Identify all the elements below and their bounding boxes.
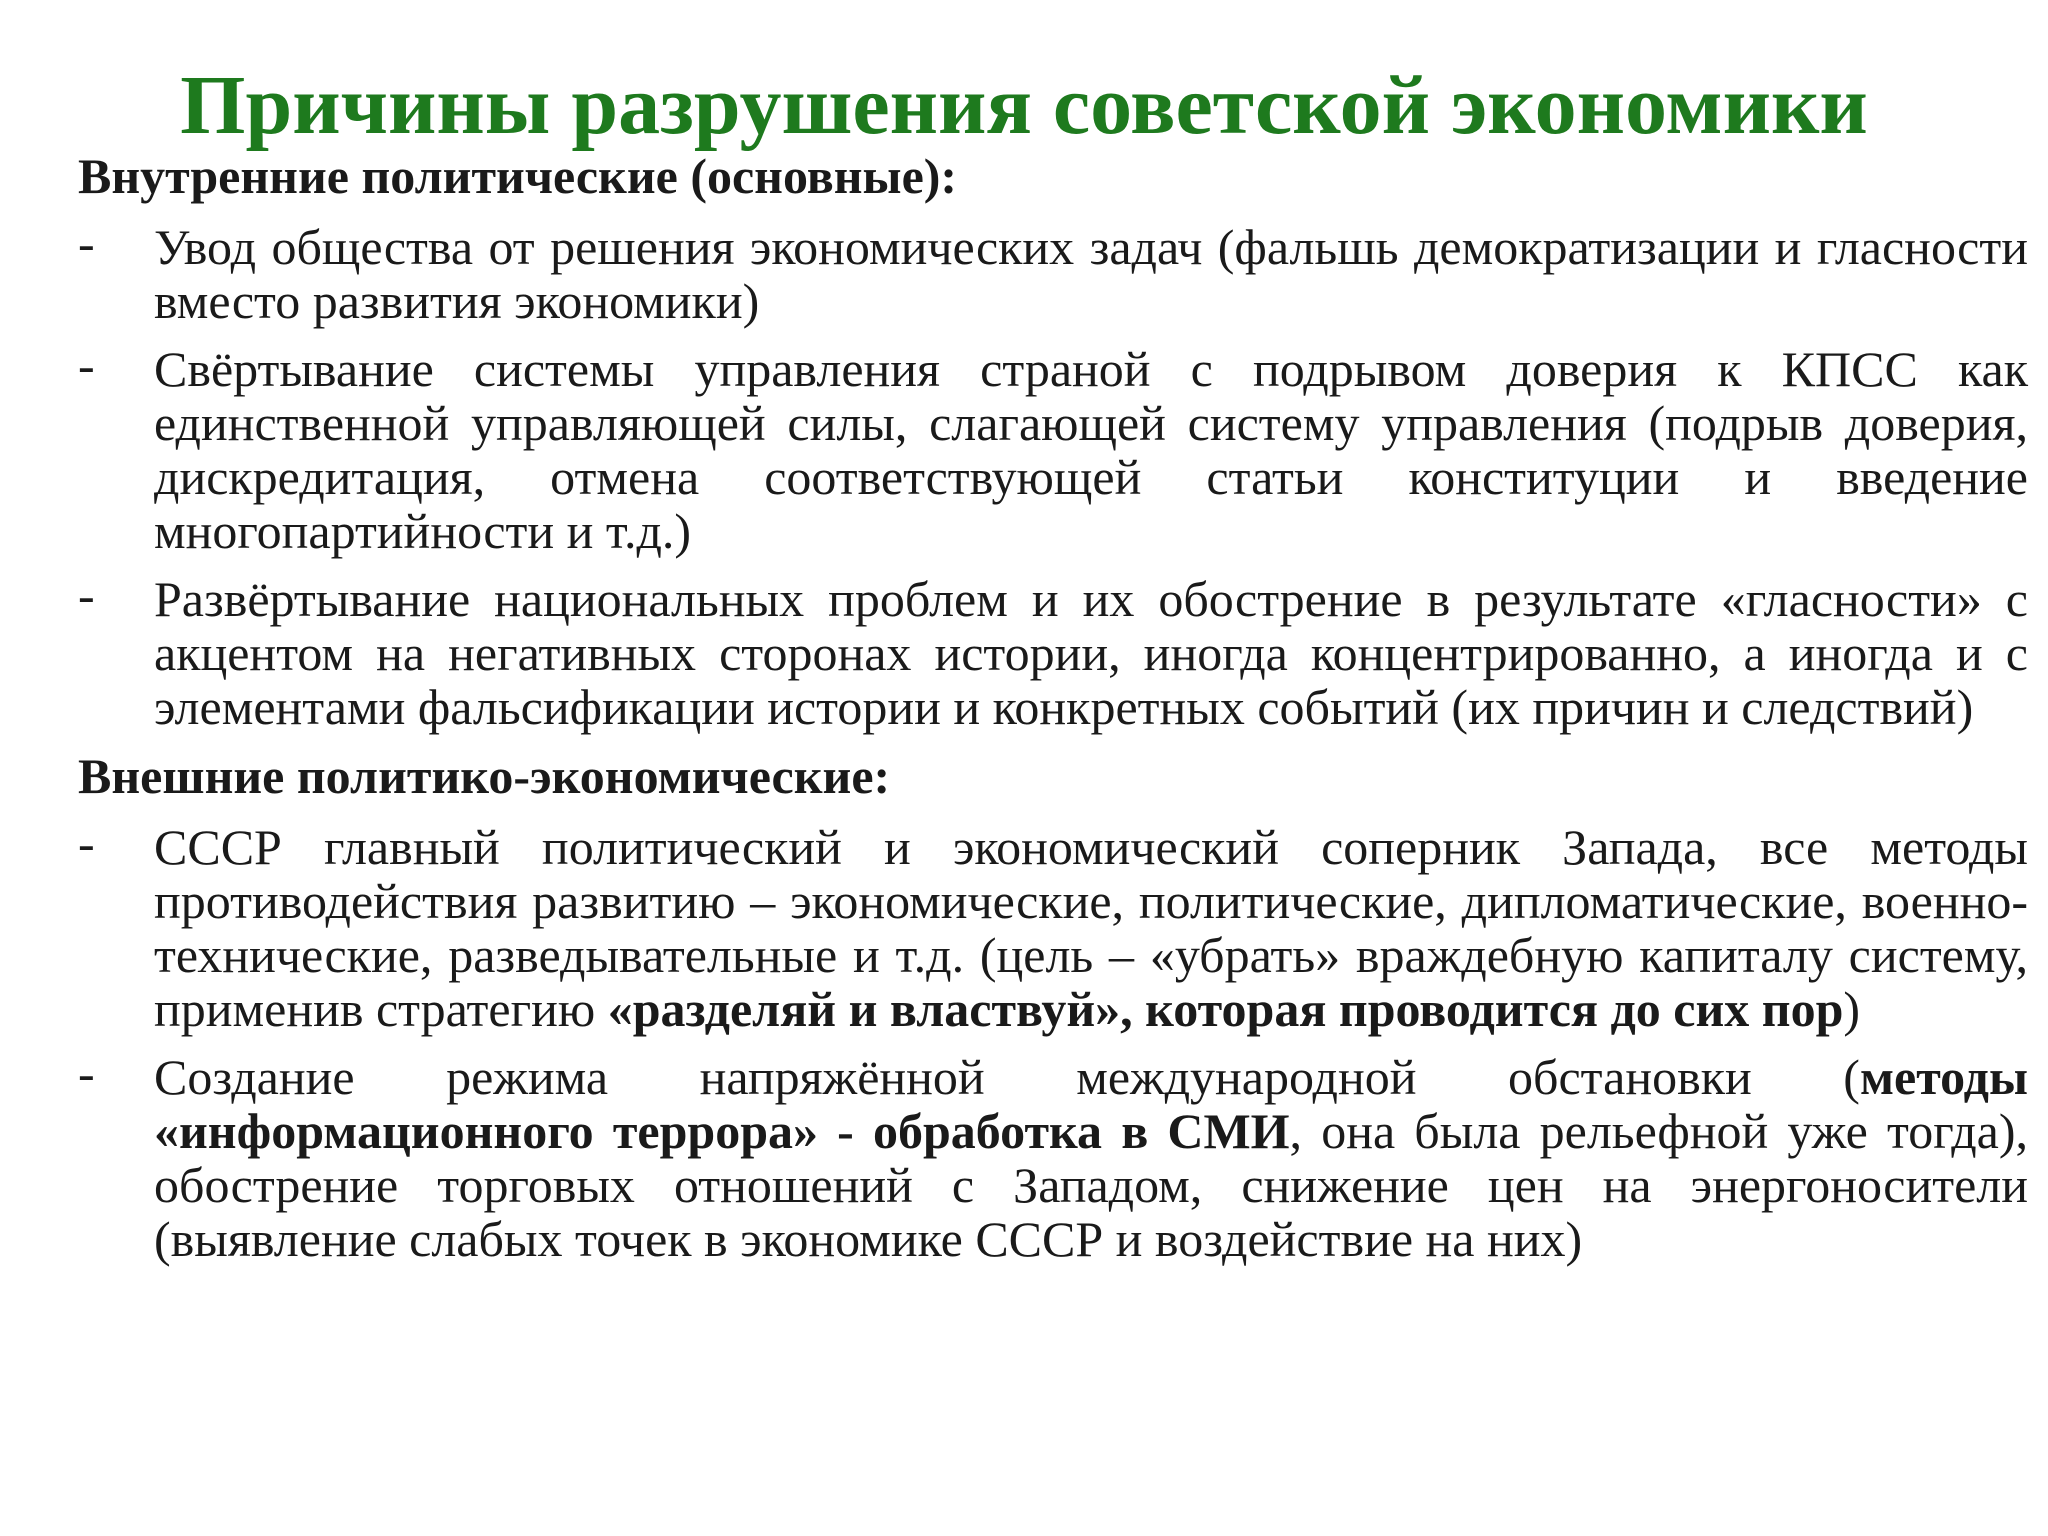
list-item-text [154, 820, 2028, 1036]
text-segment: СССР главный политический и экономический соперник Запада, все методы противодействия развитию – экономические, политические, дипломатические, военно-технические, разведывательные и т.д. (цель – «убрать» враждебную капиталу систему, применив стратегию [154, 819, 2028, 1037]
bold-text-segment: методы «информационного террора» - обработка в СМИ [154, 1049, 2028, 1159]
list-item [78, 337, 2028, 559]
text-segment: ) [1843, 981, 1861, 1037]
section-heading-internal: Внутренние политические (основные): [78, 148, 958, 204]
slide-content [78, 148, 2028, 1280]
bullet-dash: - [78, 1045, 95, 1101]
text-segment: Создание режима напряжённой международной обстановки ( [154, 1049, 1860, 1105]
list-item-text [154, 342, 2028, 558]
list-item-text [154, 1050, 2028, 1266]
bullet-dash: - [78, 815, 95, 871]
bullet-dash: - [78, 337, 95, 393]
text-segment: , она была рельефной уже тогда), обострение торговых отношений с Западом, снижение цен на энергоносители (выявление слабых точек в экономике СССР и воздействие на них) [154, 1103, 2028, 1267]
list-item [78, 1045, 2028, 1267]
list-item-text [154, 220, 2028, 328]
bullet-dash: - [78, 215, 95, 271]
text-segment: Свёртывание системы управления страной с подрывом доверия к КПСС как единственной управляющей силы, слагающей систему управления (подрыв доверия, дискредитация, отмена соответствующей статьи конституции и введение многопартийности и т.д.) [154, 341, 2028, 559]
list-item [78, 215, 2028, 329]
list-item [78, 815, 2028, 1037]
text-segment: Увод общества от решения экономических задач (фальшь демократизации и гласности вместо развития экономики) [154, 219, 2028, 329]
slide-title: Причины разрушения советской экономики [180, 59, 1868, 152]
bullet-dash: - [78, 567, 95, 623]
bold-text-segment: «разделяй и властвуй», которая проводится до сих пор [607, 981, 1844, 1037]
text-segment: Развёртывание национальных проблем и их обострение в результате «гласности» с акцентом на негативных сторонах истории, иногда концентрированно, а иногда и с элементами фальсификации истории и конкретных событий (их причин и следствий) [154, 571, 2028, 735]
section-heading-external: Внешние политико-экономические: [78, 748, 891, 804]
list-item [78, 567, 2028, 735]
list-item-text [154, 572, 2028, 734]
